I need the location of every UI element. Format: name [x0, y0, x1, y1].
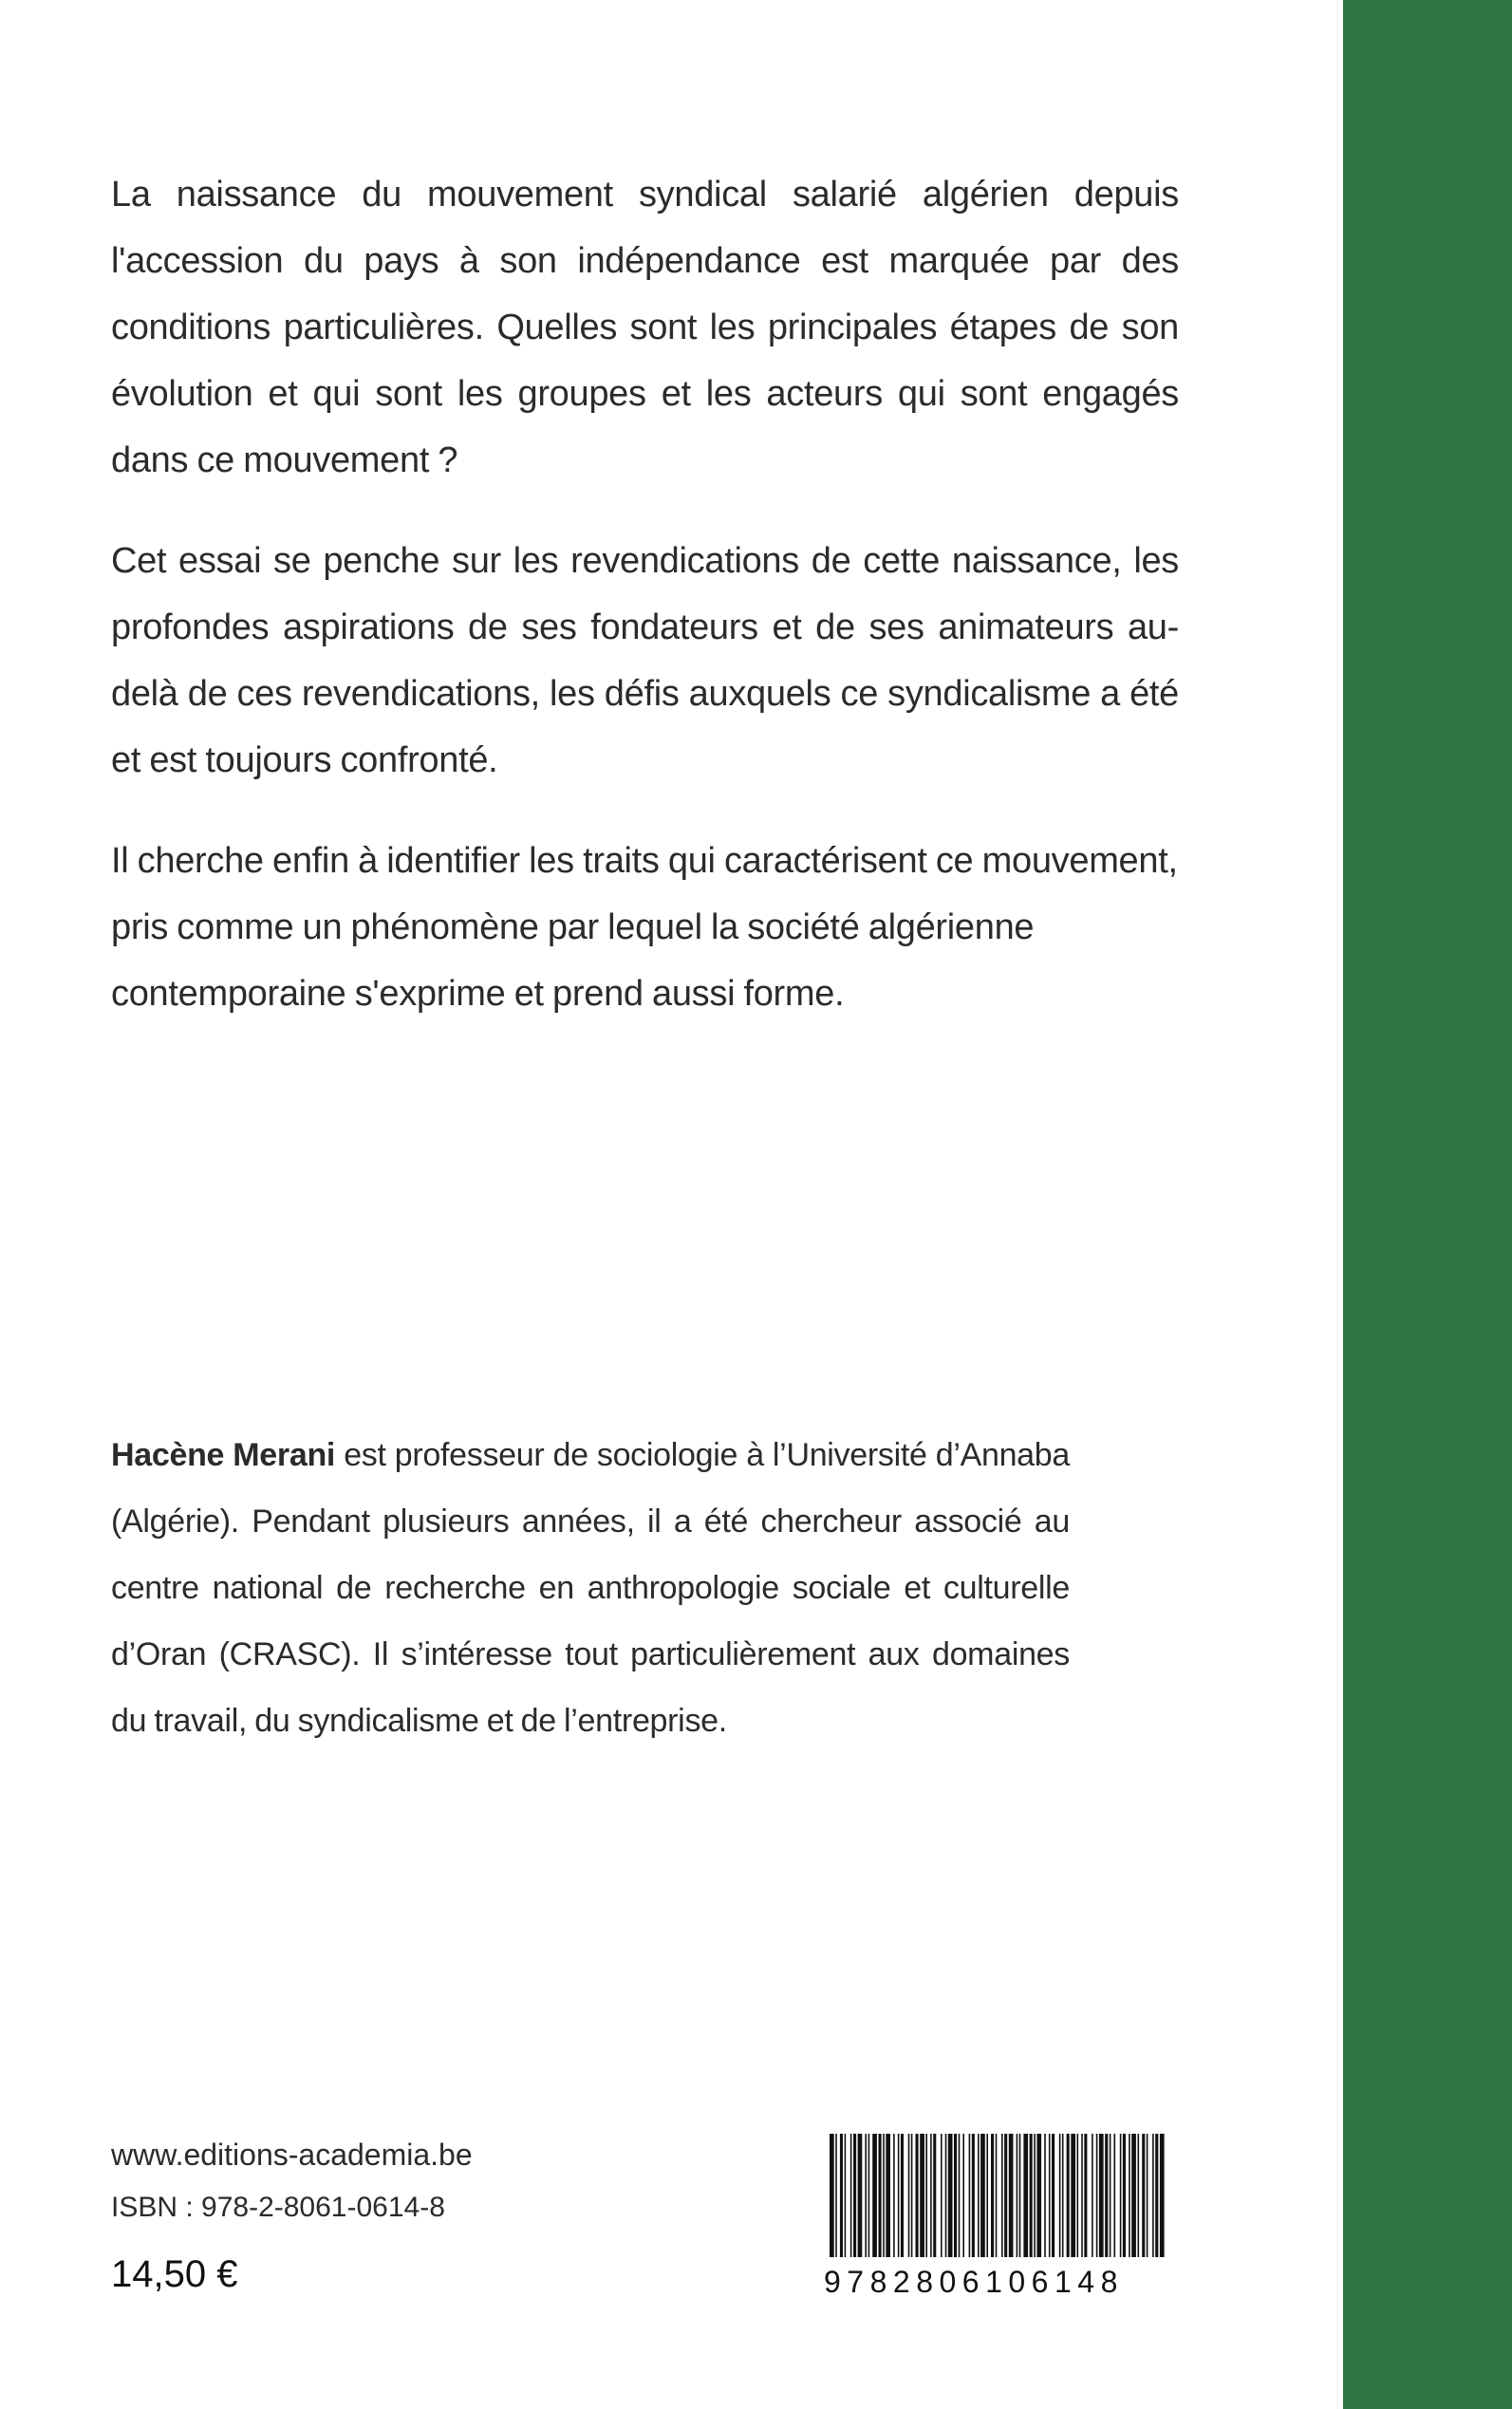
barcode-bar [1131, 2134, 1136, 2257]
barcode-bar [1120, 2134, 1122, 2257]
barcode-bar [969, 2134, 971, 2257]
barcode-bar [1138, 2134, 1140, 2257]
barcode-bar [883, 2134, 885, 2257]
price: 14,50 € [111, 2253, 238, 2295]
barcode-bar [872, 2134, 877, 2257]
barcode-bar [991, 2134, 994, 2257]
book-description [111, 161, 1179, 1061]
barcode-bar [933, 2134, 936, 2257]
author-name: Hacène Merani [111, 1437, 336, 1473]
barcode-bar [1142, 2134, 1145, 2257]
barcode-bar [1019, 2134, 1021, 2257]
barcode-bar [1052, 2134, 1055, 2257]
barcode-icon [824, 2134, 1166, 2257]
barcode-bar [954, 2134, 957, 2257]
barcode-bar [1001, 2134, 1003, 2257]
barcode-bar [1071, 2134, 1075, 2257]
barcode-bar [1114, 2134, 1116, 2257]
barcode-bar [1009, 2134, 1014, 2257]
barcode-bar [962, 2134, 964, 2257]
barcode-bar [1030, 2134, 1033, 2257]
barcode-bar [1062, 2134, 1064, 2257]
green-spine-strip [1343, 0, 1512, 2409]
barcode-bar [1017, 2134, 1018, 2257]
barcode-bar [959, 2134, 961, 2257]
barcode-bar [920, 2134, 924, 2257]
barcode-number: 9782806106148 [824, 2265, 1124, 2299]
barcode [824, 2134, 1204, 2305]
barcode-bar [996, 2134, 998, 2257]
barcode-bar [1081, 2134, 1083, 2257]
description-paragraph-2: Cet essai se penche sur les revendications de cette naissance, les profondes aspirations de ses fondateurs et de ses animateurs au-delà de ces revendications, les défis auxquels ce syndicalisme a été et est toujours confronté. [111, 541, 1179, 780]
barcode-bar [886, 2134, 890, 2257]
barcode-bar [1067, 2134, 1070, 2257]
barcode-bar [835, 2134, 837, 2257]
barcode-bar [1077, 2134, 1079, 2257]
barcode-bar [1036, 2134, 1041, 2257]
barcode-bar [1034, 2134, 1036, 2257]
author-bio-text: est professeur de sociologie à l’Université d’Annaba (Algérie). Pendant plusieurs années, il a été chercheur associé au centre national de recherche en anthropologie sociale et culturelle d’Oran (CRASC). Il s’intéresse tout particulièrement aux domaines du travail, du syndicalisme et de l’entreprise. [111, 1437, 1071, 1739]
description-paragraph-1: La naissance du mouvement syndical salarié algérien depuis l'accession du pays à son indépendance est marquée par des conditions particulières. Quelles sont les principales étapes de son évolution et qui sont les groupes et les acteurs qui sont engagés dans ce mouvement ? [111, 175, 1179, 480]
barcode-bar [948, 2134, 953, 2257]
barcode-bar [868, 2134, 870, 2257]
publisher-website[interactable]: www.editions-academia.be [111, 2138, 473, 2172]
barcode-bar [1096, 2134, 1098, 2257]
barcode-bar [945, 2134, 947, 2257]
barcode-bar [845, 2134, 847, 2257]
barcode-bar [879, 2134, 882, 2257]
barcode-bar [898, 2134, 900, 2257]
barcode-bar [1092, 2134, 1093, 2257]
barcode-bar [1059, 2134, 1061, 2257]
description-paragraph-3: Il cherche enfin à identifier les traits qui caractérisent ce mouvement, pris comme un phénomène par lequel la société algérienne contemporaine s'exprime et prend aussi forme. [111, 841, 1178, 1014]
barcode-bar [1023, 2134, 1028, 2257]
isbn-number: ISBN : 978-2-8061-0614-8 [111, 2192, 445, 2223]
barcode-bar [853, 2134, 856, 2257]
barcode-bar [980, 2134, 985, 2257]
barcode-bar [1152, 2134, 1154, 2257]
barcode-bar [840, 2134, 843, 2257]
barcode-bar [930, 2134, 932, 2257]
barcode-bar [1084, 2134, 1087, 2257]
barcode-bar [978, 2134, 980, 2257]
barcode-bar [1105, 2134, 1108, 2257]
barcode-bar [1004, 2134, 1007, 2257]
barcode-bar [830, 2134, 834, 2257]
barcode-bar [986, 2134, 988, 2257]
barcode-bar [901, 2134, 904, 2257]
barcode-bar [893, 2134, 895, 2257]
barcode-bar [1155, 2134, 1158, 2257]
barcode-bar [1160, 2134, 1165, 2257]
barcode-bar [1129, 2134, 1130, 2257]
author-bio [111, 1422, 1070, 1754]
barcode-bar [1049, 2134, 1051, 2257]
barcode-bar [858, 2134, 863, 2257]
barcode-bar [972, 2134, 975, 2257]
barcode-bar [916, 2134, 919, 2257]
barcode-bar [908, 2134, 910, 2257]
barcode-bar [865, 2134, 867, 2257]
barcode-bar [911, 2134, 913, 2257]
barcode-bar [941, 2134, 943, 2257]
barcode-bar [1044, 2134, 1046, 2257]
barcode-bar [1099, 2134, 1104, 2257]
barcode-bar [1147, 2134, 1148, 2257]
barcode-bar [1110, 2134, 1111, 2257]
barcode-bar [850, 2134, 852, 2257]
barcode-bar [1123, 2134, 1126, 2257]
barcode-bar [925, 2134, 927, 2257]
